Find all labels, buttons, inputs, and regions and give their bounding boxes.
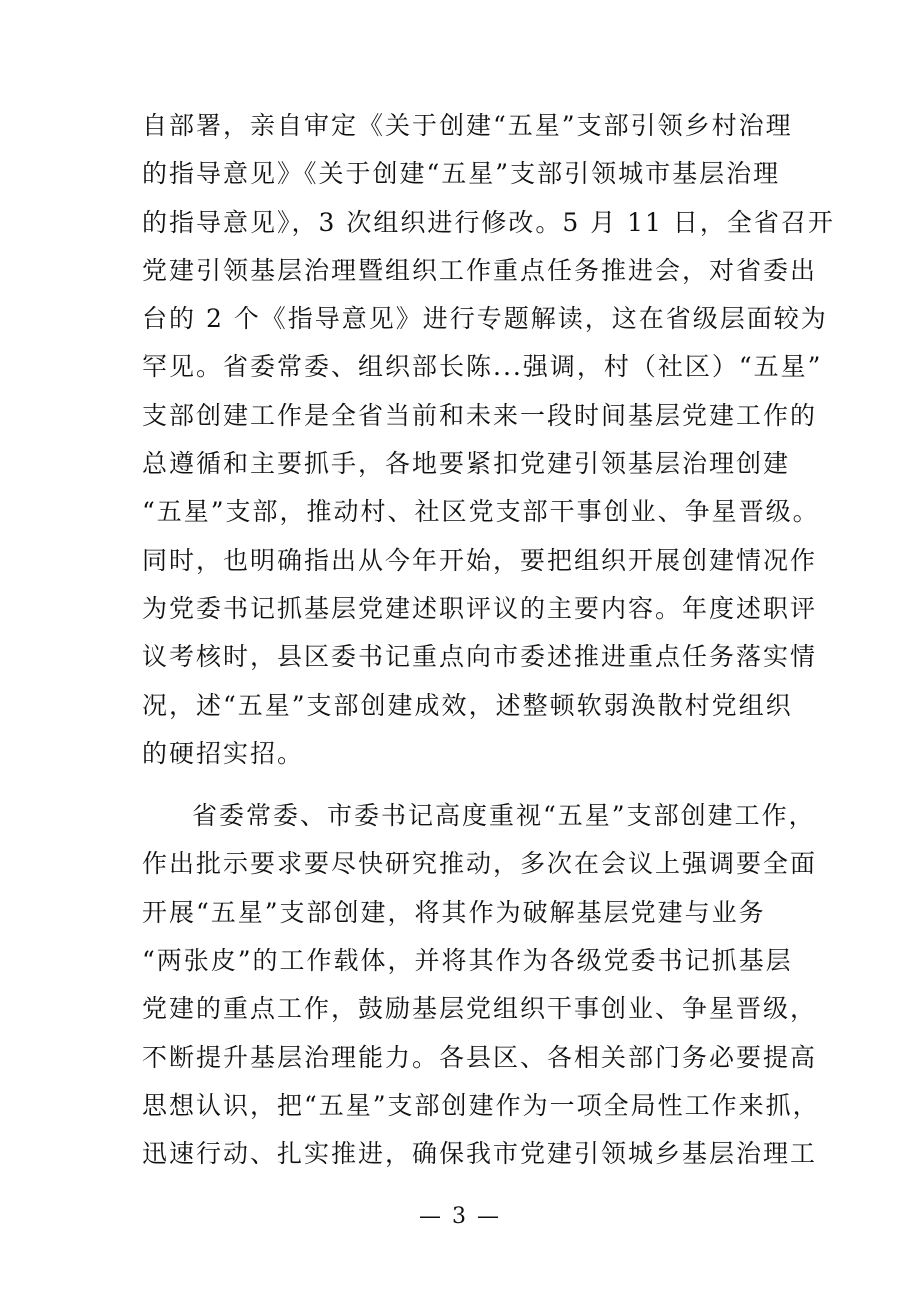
text-line: 迅速行动、扎实推进，确保我市党建引领城乡基层治理工 [142,1139,818,1169]
text-line: “两张皮”的工作载体，并将其作为各级党委书记抓基层 [142,946,793,976]
text-line: 不断提升基层治理能力。各县区、各相关部门务必要提高 [142,1042,818,1072]
text-line: 为党委书记抓基层党建述职评议的主要内容。年度述职评 [142,593,818,623]
text-line: 况，述“五星”支部创建成效，述整顿软弱涣散村党组织 [142,690,793,720]
text-line: 议考核时，县区委书记重点向市委述推进重点任务落实情 [142,642,818,672]
text-line: 支部创建工作是全省当前和未来一段时间基层党建工作的 [142,400,818,430]
text-line: 的硬招实招。 [142,738,305,768]
text-line: 的指导意见》《关于创建“五星”支部引领城市基层治理 [142,159,781,189]
text-line: 党建引领基层治理暨组织工作重点任务推进会，对省委出 [142,255,818,285]
paragraph-1 [142,102,835,778]
text-line-first: 省委常委、市委书记高度重视“五星”支部创建工作， [192,801,816,831]
body-text [142,102,835,1179]
text-line: 同时，也明确指出从今年开始，要把组织开展创建情况作 [142,545,818,575]
text-line: 总遵循和主要抓手，各地要紧扣党建引领基层治理创建 [142,449,791,479]
text-line: 思想认识，把“五星”支部创建作为一项全局性工作来抓， [142,1090,820,1120]
text-line: 台的 2 个《指导意见》进行专题解读，这在省级层面较为 [142,304,828,334]
text-line: 作出批示要求要尽快研究推动，多次在会议上强调要全面 [142,849,818,879]
paragraph-2 [142,792,820,1178]
text-line: 党建的重点工作，鼓励基层党组织干事创业、争星晋级， [142,994,818,1024]
page-number: — 3 — [419,1204,501,1229]
paragraph-gap [142,778,802,792]
text-line: 开展“五星”支部创建，将其作为破解基层党建与业务 [142,897,766,927]
text-line: “五星”支部，推动村、社区党支部干事创业、争星晋级。 [142,497,820,527]
text-line: 罕见。省委常委、组织部长陈...强调，村（社区）“五星” [142,352,823,382]
text-line: 的指导意见》，3 次组织进行修改。5 月 11 日，全省召开 [142,207,835,237]
text-line: 自部署，亲自审定《关于创建“五星”支部引领乡村治理 [142,111,793,140]
